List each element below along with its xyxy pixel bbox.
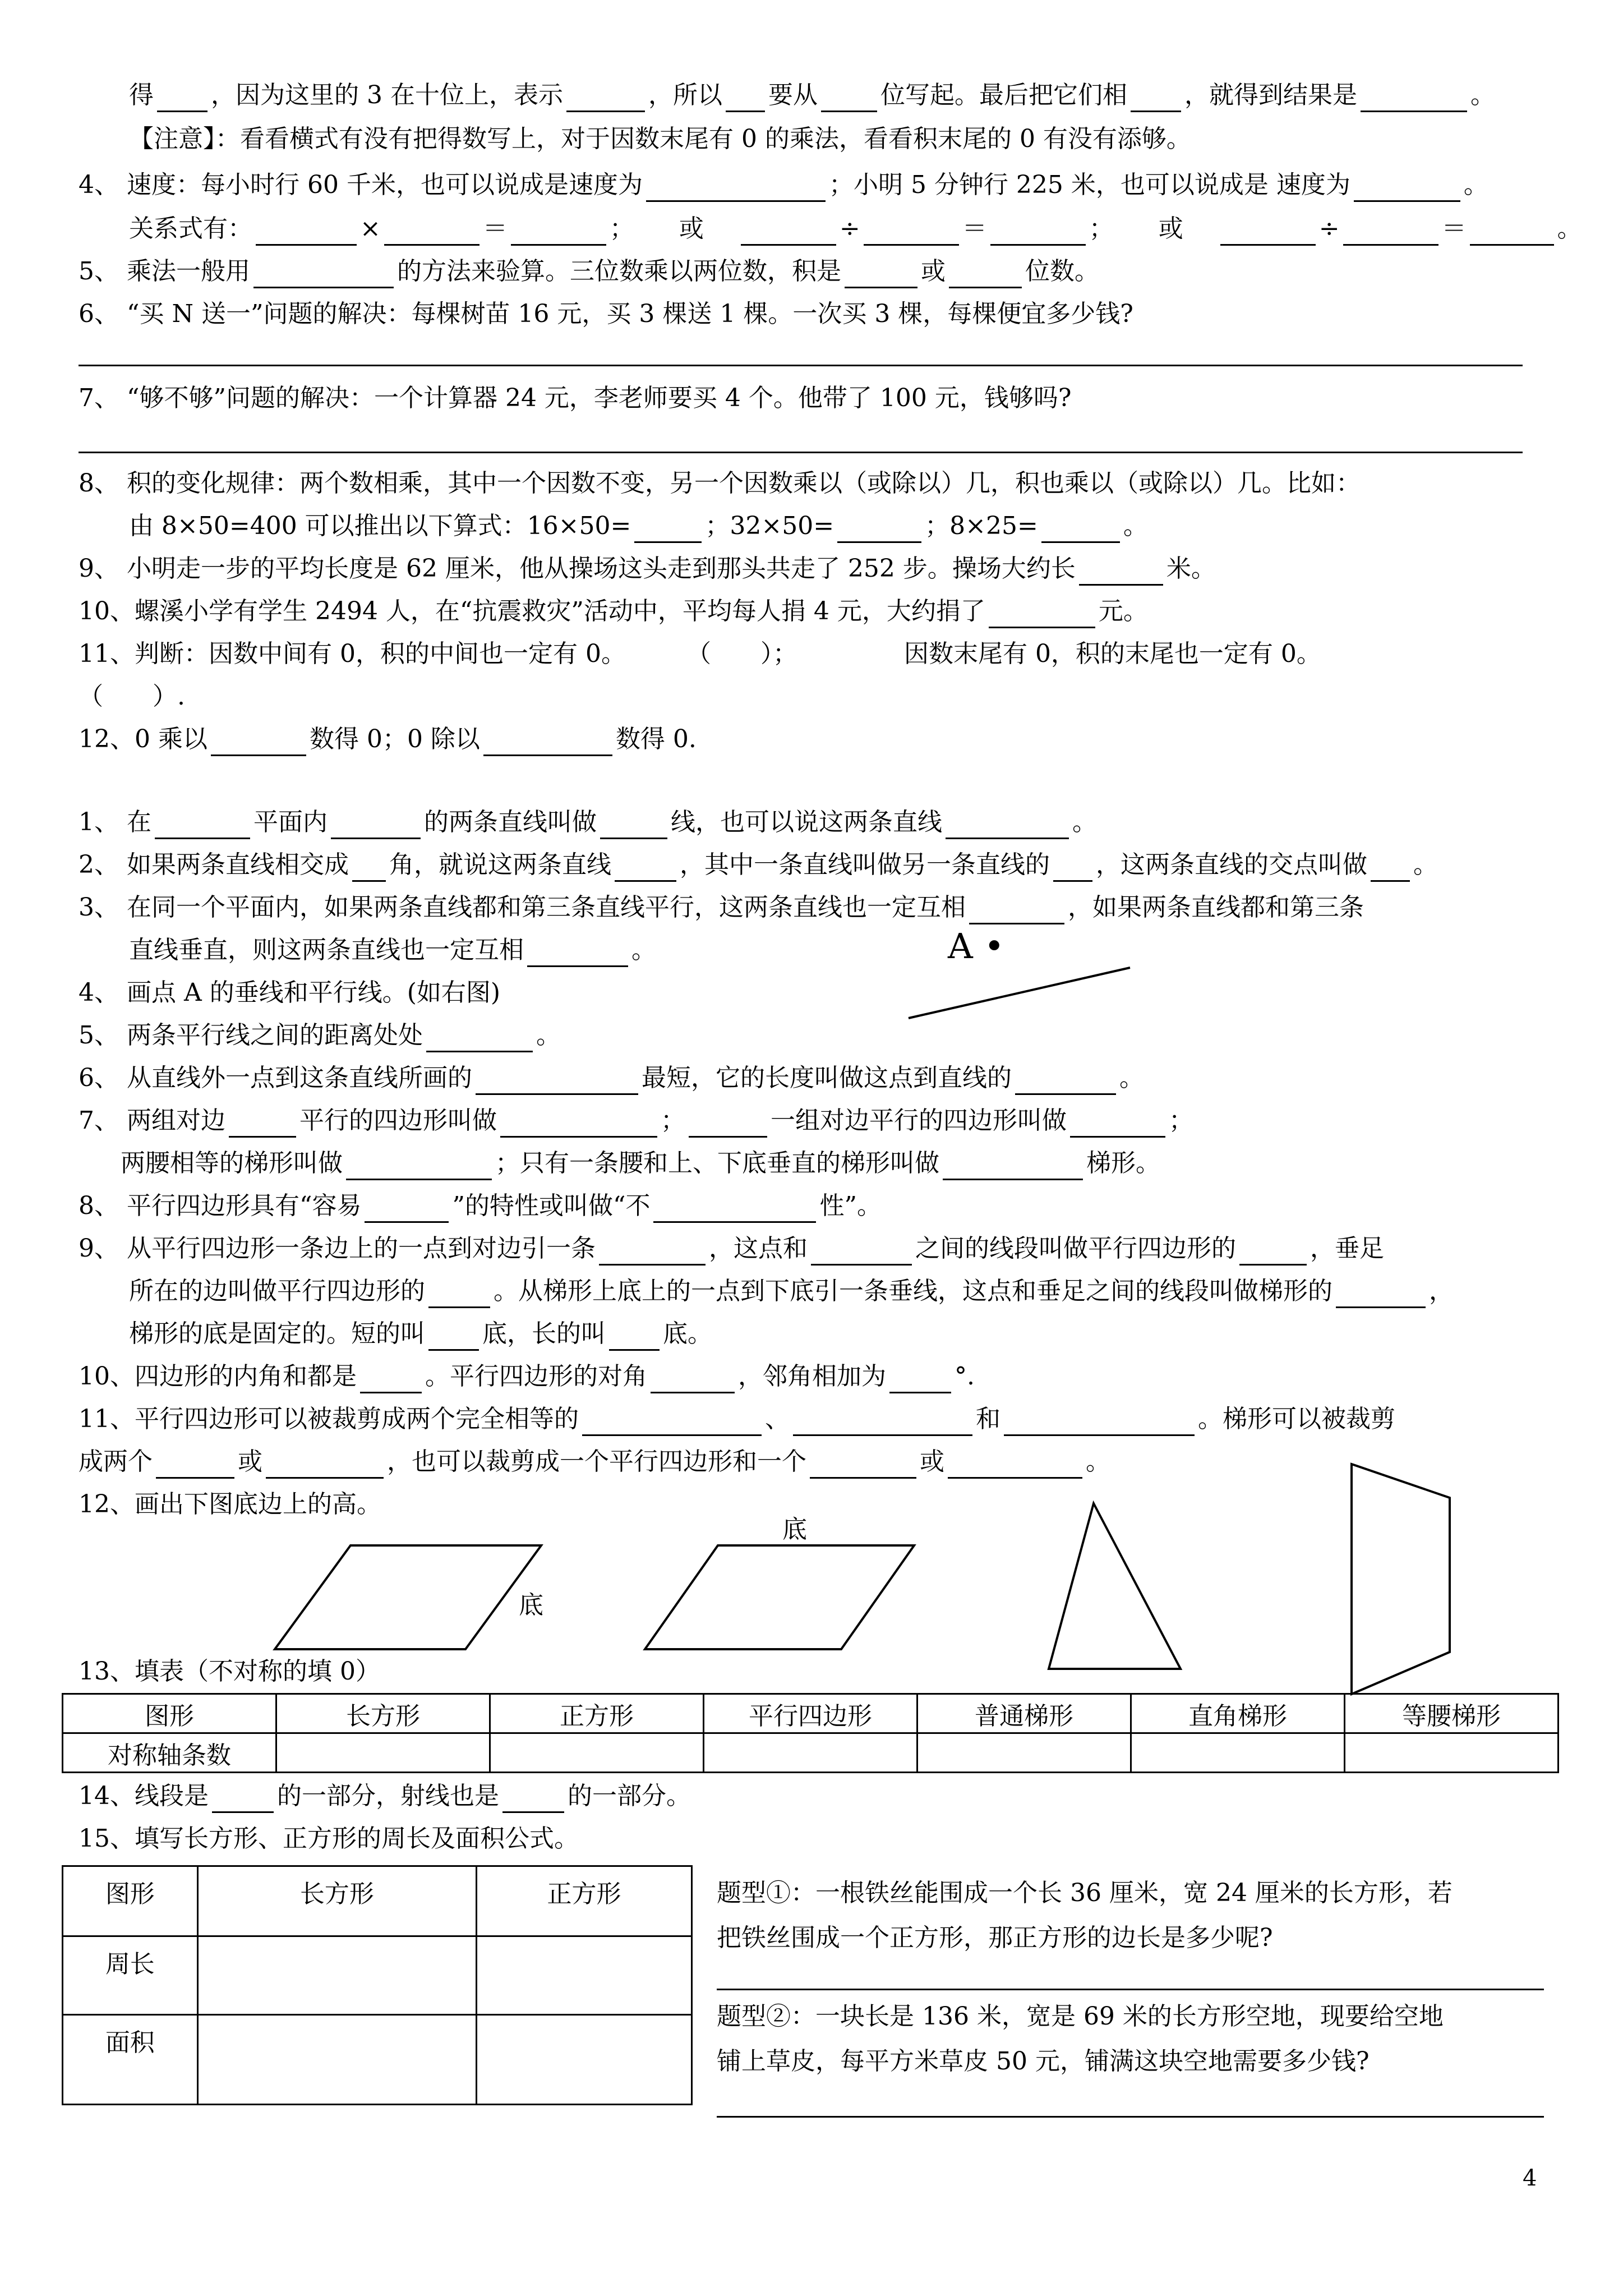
line-result-explanation: 得 ，因为这里的 3 在十位上，表示 ，所以 要从 位写起。最后把它们相 ，就得到结果是 。: [129, 79, 1495, 112]
unit4-q3: 3、 在同一个平面内，如果两条直线都和第三条直线平行，这两条直线也一定互相 ，如果两条直线都和第三条: [79, 891, 1364, 924]
unit4-q9: 9、 从平行四边形一条边上的一点到对边引一条 ，这点和 之间的线段叫做平行四边形的 ，垂足: [79, 1232, 1384, 1266]
symmetry-axes-table: [62, 1693, 1559, 1773]
unit4-q13: 13、填表（不对称的填 0）: [79, 1657, 380, 1686]
page-number: 4: [1523, 2165, 1537, 2191]
question-10: 10、螺溪小学有学生 2494 人，在“抗震救灾”活动中，平均每人捐 4 元，大约捐了 元。: [79, 595, 1148, 628]
unit4-q9-cont2: 梯形的底是固定的。短的叫 底，长的叫 底。: [129, 1317, 712, 1351]
answer-cell[interactable]: [276, 1733, 490, 1773]
answer-line[interactable]: [717, 1989, 1544, 1990]
line-notice: 【注意】：看看横式有没有把得数写上，对于因数末尾有 0 的乘法，看看积末尾的 0 有没有添够。: [129, 125, 1191, 153]
unit4-q3-cont: 直线垂直，则这两条直线也一定互相 。: [129, 933, 656, 967]
table-row-label: 面积: [63, 2015, 198, 2105]
unit4-q1: 1、 在 平面内 的两条直线叫做 线，也可以说这两条直线 。: [79, 806, 1097, 839]
answer-cell[interactable]: [917, 1733, 1131, 1773]
answer-cell[interactable]: [197, 1936, 476, 2015]
unit4-q12: 12、画出下图底边上的高。: [79, 1490, 381, 1519]
base-label-2: 底: [782, 1515, 807, 1544]
table-header: 图形: [63, 1866, 198, 1936]
unit4-q7: 7、 两组对边 平行的四边形叫做 ； 一组对边平行的四边形叫做 ；: [79, 1104, 1193, 1138]
blank[interactable]: [502, 1784, 564, 1813]
question-12: 12、0 乘以 数得 0；0 除以 数得 0.: [79, 723, 697, 756]
table-header: 直角梯形: [1131, 1694, 1345, 1733]
formula-table: [62, 1865, 693, 2105]
problem-type-1: 题型①：一根铁丝能围成一个长 36 厘米，宽 24 厘米的长方形，若 把铁丝围成一个正方形，那正方形的边长是多少呢?: [717, 1879, 1453, 1952]
question-11: 11、判断：因数中间有 0，积的中间也一定有 0。 （ ）； 因数末尾有 0，积的末尾也一定有 0。: [79, 639, 1321, 668]
question-11-bracket[interactable]: （ ）.: [79, 682, 185, 711]
unit4-q2: 2、 如果两条直线相交成 角，就说这两条直线 ，其中一条直线叫做另一条直线的 ，这两条直线的交点叫做 。: [79, 848, 1438, 882]
question-8: 8、 积的变化规律：两个数相乘，其中一个因数不变，另一个因数乘以（或除以）几，积也乘以（或除以）几。比如：: [79, 469, 1361, 498]
table-row-label: 周长: [63, 1936, 198, 2015]
question-5: 5、 乘法一般用 的方法来验算。三位数乘以两位数，积是 或 位数。: [79, 255, 1099, 288]
question-6: 6、 “买 N 送一”问题的解决：每棵树苗 16 元，买 3 棵送 1 棵。一次买 3 棵，每棵便宜多少钱?: [79, 300, 1133, 328]
table-header: 图形: [63, 1694, 276, 1733]
unit4-q15: 15、填写长方形、正方形的周长及面积公式。: [79, 1824, 579, 1853]
table-header: 平行四边形: [704, 1694, 917, 1733]
unit4-q10: 10、四边形的内角和都是 。平行四边形的对角 ，邻角相加为 °.: [79, 1360, 975, 1393]
question-7: 7、 “够不够”问题的解决：一个计算器 24 元，李老师要买 4 个。他带了 100 元，钱够吗?: [79, 384, 1072, 412]
table-header: 正方形: [477, 1866, 692, 1936]
question-8-calc: 由 8×50=400 可以推出以下算式：16×50= ；32×50= ；8×25= 。: [129, 509, 1148, 543]
table-row-label: 对称轴条数: [63, 1733, 276, 1773]
answer-cell[interactable]: [1131, 1733, 1345, 1773]
answer-cell[interactable]: [704, 1733, 917, 1773]
question-4-speed: 4、 速度：每小时行 60 千米，也可以说成是速度为 ；小明 5 分钟行 225 米，也可以说成是 速度为 。: [79, 168, 1488, 202]
question-4-relations: 关系式有： × ＝ ； 或 ÷ ＝ ； 或 ÷ ＝ 。: [129, 212, 1582, 246]
unit4-q8: 8、 平行四边形具有“容易 ”的特性或叫做“不 性”。: [79, 1189, 882, 1223]
question-9: 9、 小明走一步的平均长度是 62 厘米，他从操场这头走到那头共走了 252 步。操场大约长 米。: [79, 552, 1216, 586]
unit4-q11-cont: 成两个 或 ，也可以裁剪成一个平行四边形和一个 或 。: [79, 1445, 1110, 1479]
answer-cell[interactable]: [477, 2015, 692, 2105]
answer-cell[interactable]: [490, 1733, 704, 1773]
problem-type-2: 题型②：一块长是 136 米，宽是 69 米的长方形空地，现要给空地 铺上草皮，每平方米草皮 50 元，铺满这块空地需要多少钱?: [717, 2002, 1444, 2076]
table-header: 正方形: [490, 1694, 704, 1733]
answer-cell[interactable]: [197, 2015, 476, 2105]
table-header: 普通梯形: [917, 1694, 1131, 1733]
table-header: 长方形: [276, 1694, 490, 1733]
table-header: 等腰梯形: [1345, 1694, 1559, 1733]
parallelogram-1: [275, 1545, 541, 1649]
judgement-bracket[interactable]: （ ）；: [698, 639, 797, 668]
line-segment-figure: [909, 968, 1130, 1018]
unit4-q7-cont: 两腰相等的梯形叫做 ；只有一条腰和上、下底垂直的梯形叫做 梯形。: [121, 1147, 1160, 1180]
answer-cell[interactable]: [1345, 1733, 1559, 1773]
unit4-q11: 11、平行四边形可以被裁剪成两个完全相等的 、 和 。梯形可以被裁剪: [79, 1402, 1395, 1436]
unit4-q5: 5、 两条平行线之间的距离处处 。: [79, 1019, 561, 1052]
answer-cell[interactable]: [477, 1936, 692, 2015]
parallelogram-2: [645, 1545, 914, 1649]
unit4-q4: 4、 画点 A 的垂线和平行线。(如右图): [79, 978, 501, 1007]
trapezoid: [1352, 1464, 1450, 1694]
unit4-q6: 6、 从直线外一点到这条直线所画的 最短，它的长度叫做这点到直线的 。: [79, 1061, 1144, 1095]
point-a-label: A •: [948, 926, 1005, 967]
blank[interactable]: [212, 1784, 274, 1813]
answer-line[interactable]: [717, 2116, 1544, 2118]
unit4-q14: 14、线段是 的一部分，射线也是 的一部分。: [79, 1779, 691, 1813]
base-label-1: 底: [519, 1591, 543, 1619]
triangle: [1049, 1503, 1181, 1669]
unit4-q9-cont1: 所在的边叫做平行四边形的 。从梯形上底上的一点到下底引一条垂线，这点和垂足之间的线段叫做梯形的 ，: [129, 1274, 1454, 1308]
table-header: 长方形: [197, 1866, 476, 1936]
